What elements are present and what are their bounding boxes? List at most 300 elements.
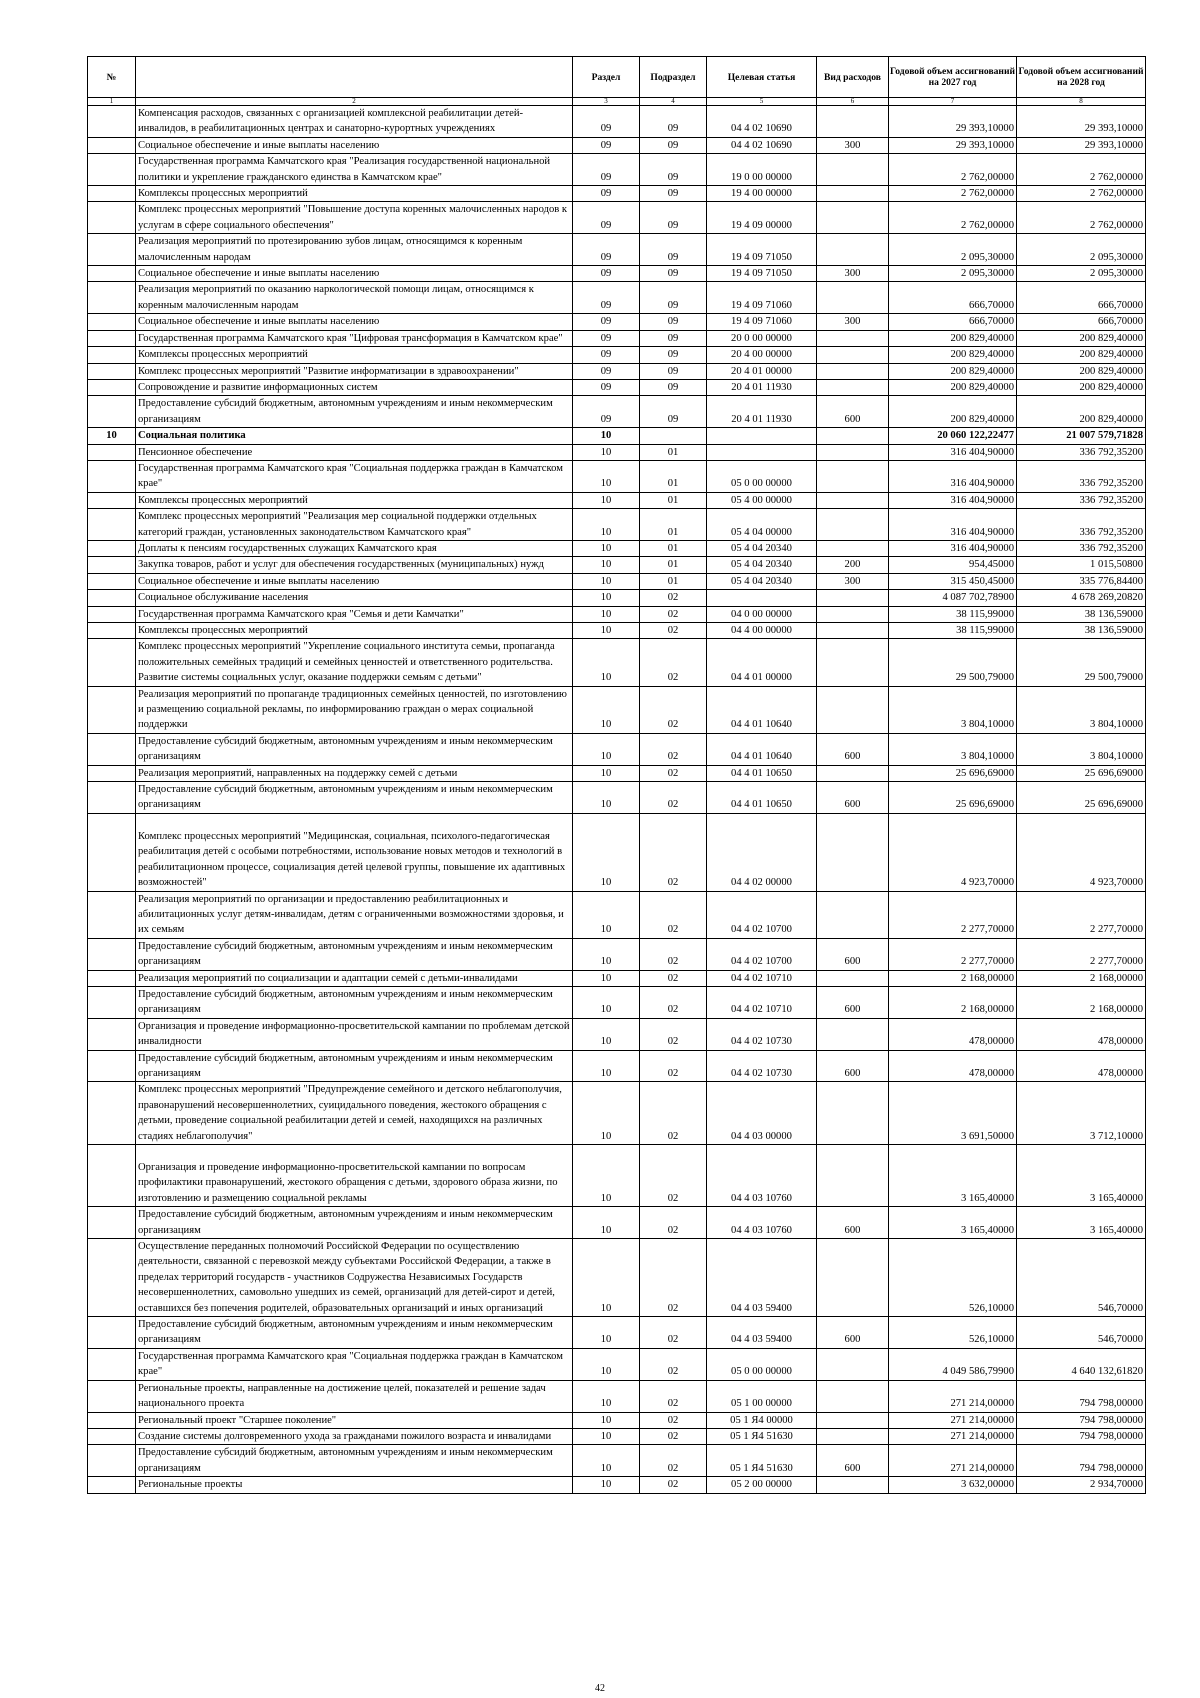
table-row xyxy=(88,1207,1146,1239)
subsection-code: 02 xyxy=(640,1445,707,1477)
subsection-code: 02 xyxy=(640,1082,707,1145)
column-number: 3 xyxy=(573,98,640,106)
item-name: Социальная политика xyxy=(136,428,573,444)
item-name: Реализация мероприятий по оказанию наркологической помощи лицам, относящимся к коренным малочисленным народам xyxy=(136,282,573,314)
item-name: Государственная программа Камчатского края "Социальная поддержка граждан в Камчатском крае" xyxy=(136,1348,573,1380)
subsection-code: 02 xyxy=(640,938,707,970)
subsection-code: 09 xyxy=(640,186,707,202)
table-row xyxy=(88,623,1146,639)
section-code: 09 xyxy=(573,106,640,138)
table-row xyxy=(88,782,1146,814)
subsection-code: 09 xyxy=(640,266,707,282)
item-name: Социальное обслуживание населения xyxy=(136,590,573,606)
header-subsection: Подраздел xyxy=(640,57,707,98)
item-name: Государственная программа Камчатского края "Социальная поддержка граждан в Камчатском крае" xyxy=(136,460,573,492)
target-article: 04 4 03 10760 xyxy=(707,1207,817,1239)
amount-2028: 336 792,35200 xyxy=(1017,492,1146,508)
column-number: 7 xyxy=(889,98,1017,106)
section-code: 10 xyxy=(573,492,640,508)
expense-type xyxy=(817,379,889,395)
amount-2028: 2 277,70000 xyxy=(1017,891,1146,938)
subsection-code: 02 xyxy=(640,606,707,622)
amount-2028: 200 829,40000 xyxy=(1017,396,1146,428)
row-number xyxy=(88,1412,136,1428)
amount-2027: 3 165,40000 xyxy=(889,1145,1017,1207)
section-code: 09 xyxy=(573,363,640,379)
amount-2028: 336 792,35200 xyxy=(1017,444,1146,460)
amount-2028: 2 168,00000 xyxy=(1017,970,1146,986)
subsection-code: 01 xyxy=(640,509,707,541)
amount-2027: 526,10000 xyxy=(889,1239,1017,1317)
subsection-code: 09 xyxy=(640,234,707,266)
row-number xyxy=(88,540,136,556)
item-name: Социальное обеспечение и иные выплаты населению xyxy=(136,314,573,330)
expense-type xyxy=(817,347,889,363)
amount-2028: 335 776,84400 xyxy=(1017,573,1146,589)
expense-type xyxy=(817,509,889,541)
table-row xyxy=(88,765,1146,781)
expense-type: 600 xyxy=(817,733,889,765)
table-row xyxy=(88,590,1146,606)
row-number xyxy=(88,347,136,363)
expense-type xyxy=(817,1145,889,1207)
target-article: 19 4 09 71050 xyxy=(707,234,817,266)
item-name: Предоставление субсидий бюджетным, автономным учреждениям и иным некоммерческим организациям xyxy=(136,782,573,814)
section-code: 10 xyxy=(573,891,640,938)
target-article: 04 4 02 10730 xyxy=(707,1050,817,1082)
amount-2028: 38 136,59000 xyxy=(1017,606,1146,622)
target-article: 04 4 03 00000 xyxy=(707,1082,817,1145)
section-code: 10 xyxy=(573,765,640,781)
item-name: Реализация мероприятий по протезированию зубов лицам, относящимся к коренным малочисленным народам xyxy=(136,234,573,266)
amount-2028: 29 393,10000 xyxy=(1017,137,1146,153)
item-name: Предоставление субсидий бюджетным, автономным учреждениям и иным некоммерческим организациям xyxy=(136,1050,573,1082)
section-code: 10 xyxy=(573,782,640,814)
section-code: 09 xyxy=(573,154,640,186)
amount-2027: 25 696,69000 xyxy=(889,782,1017,814)
subsection-code: 01 xyxy=(640,573,707,589)
item-name: Комплексы процессных мероприятий xyxy=(136,623,573,639)
item-name: Государственная программа Камчатского края "Реализация государственной национальной политики и укрепление гражданского единства в Камчатском крае" xyxy=(136,154,573,186)
expense-type xyxy=(817,444,889,460)
amount-2027: 3 632,00000 xyxy=(889,1477,1017,1493)
item-name: Предоставление субсидий бюджетным, автономным учреждениям и иным некоммерческим организациям xyxy=(136,1317,573,1349)
item-name: Реализация мероприятий по организации и предоставлению реабилитационных и абилитационных услуг детям-инвалидам, детям с ограниченными возможностями здоровья, и их семьям xyxy=(136,891,573,938)
expense-type: 600 xyxy=(817,1445,889,1477)
amount-2027: 200 829,40000 xyxy=(889,347,1017,363)
amount-2028: 29 393,10000 xyxy=(1017,106,1146,138)
row-number xyxy=(88,396,136,428)
target-article xyxy=(707,428,817,444)
amount-2028: 25 696,69000 xyxy=(1017,782,1146,814)
section-code: 10 xyxy=(573,639,640,686)
amount-2027: 2 168,00000 xyxy=(889,970,1017,986)
table-header-row xyxy=(88,57,1146,98)
amount-2027: 316 404,90000 xyxy=(889,509,1017,541)
amount-2027: 954,45000 xyxy=(889,557,1017,573)
expense-type xyxy=(817,891,889,938)
amount-2028: 3 804,10000 xyxy=(1017,686,1146,733)
amount-2027: 200 829,40000 xyxy=(889,363,1017,379)
subsection-code: 02 xyxy=(640,765,707,781)
amount-2028: 29 500,79000 xyxy=(1017,639,1146,686)
amount-2028: 478,00000 xyxy=(1017,1050,1146,1082)
item-name: Реализация мероприятий по социализации и адаптации семей с детьми-инвалидами xyxy=(136,970,573,986)
row-number xyxy=(88,782,136,814)
section-code: 10 xyxy=(573,1412,640,1428)
item-name: Региональный проект "Старшее поколение" xyxy=(136,1412,573,1428)
item-name: Организация и проведение информационно-просветительской кампании по проблемам детской инвалидности xyxy=(136,1018,573,1050)
table-row xyxy=(88,1428,1146,1444)
target-article: 04 4 01 10640 xyxy=(707,733,817,765)
expense-type: 600 xyxy=(817,1050,889,1082)
section-code: 09 xyxy=(573,314,640,330)
item-name: Создание системы долговременного ухода за гражданами пожилого возраста и инвалидами xyxy=(136,1428,573,1444)
section-code: 09 xyxy=(573,202,640,234)
amount-2027: 2 762,00000 xyxy=(889,154,1017,186)
table-row xyxy=(88,639,1146,686)
expense-type xyxy=(817,330,889,346)
row-number xyxy=(88,686,136,733)
amount-2028: 3 804,10000 xyxy=(1017,733,1146,765)
table-row xyxy=(88,1239,1146,1317)
subsection-code: 02 xyxy=(640,639,707,686)
subsection-code: 09 xyxy=(640,202,707,234)
item-name: Региональные проекты xyxy=(136,1477,573,1493)
amount-2027: 200 829,40000 xyxy=(889,379,1017,395)
target-article: 04 4 02 10690 xyxy=(707,137,817,153)
expense-type xyxy=(817,1477,889,1493)
expense-type: 300 xyxy=(817,573,889,589)
row-number xyxy=(88,379,136,395)
section-code: 10 xyxy=(573,540,640,556)
item-name: Комплекс процессных мероприятий "Реализация мер социальной поддержки отдельных категорий граждан, установленных законодательством Камчатского края" xyxy=(136,509,573,541)
item-name: Социальное обеспечение и иные выплаты населению xyxy=(136,573,573,589)
subsection-code: 09 xyxy=(640,363,707,379)
amount-2027: 2 762,00000 xyxy=(889,202,1017,234)
target-article: 04 4 03 59400 xyxy=(707,1317,817,1349)
amount-2027: 20 060 122,22477 xyxy=(889,428,1017,444)
table-row xyxy=(88,444,1146,460)
target-article: 05 4 00 00000 xyxy=(707,492,817,508)
section-code: 09 xyxy=(573,347,640,363)
table-row xyxy=(88,733,1146,765)
expense-type xyxy=(817,202,889,234)
row-number xyxy=(88,1445,136,1477)
target-article: 19 4 00 00000 xyxy=(707,186,817,202)
target-article: 04 4 01 00000 xyxy=(707,639,817,686)
table-row xyxy=(88,540,1146,556)
amount-2027: 2 277,70000 xyxy=(889,891,1017,938)
amount-2028: 794 798,00000 xyxy=(1017,1428,1146,1444)
section-code: 10 xyxy=(573,606,640,622)
subsection-code: 09 xyxy=(640,154,707,186)
target-article: 04 4 02 10700 xyxy=(707,938,817,970)
amount-2027: 271 214,00000 xyxy=(889,1445,1017,1477)
table-row xyxy=(88,314,1146,330)
section-code: 10 xyxy=(573,623,640,639)
row-number xyxy=(88,1239,136,1317)
table-row xyxy=(88,686,1146,733)
spacer xyxy=(138,814,570,829)
expense-type xyxy=(817,540,889,556)
amount-2027: 316 404,90000 xyxy=(889,444,1017,460)
amount-2027: 200 829,40000 xyxy=(889,396,1017,428)
table-row xyxy=(88,186,1146,202)
amount-2027: 25 696,69000 xyxy=(889,765,1017,781)
row-number xyxy=(88,623,136,639)
section-code: 10 xyxy=(573,686,640,733)
target-article: 04 4 02 10710 xyxy=(707,986,817,1018)
table-row xyxy=(88,1348,1146,1380)
item-name: Государственная программа Камчатского края "Семья и дети Камчатки" xyxy=(136,606,573,622)
expense-type xyxy=(817,234,889,266)
amount-2027: 38 115,99000 xyxy=(889,623,1017,639)
expense-type xyxy=(817,813,889,891)
row-number xyxy=(88,1145,136,1207)
subsection-code: 09 xyxy=(640,137,707,153)
column-number: 4 xyxy=(640,98,707,106)
expense-type xyxy=(817,1412,889,1428)
row-number xyxy=(88,557,136,573)
table-row xyxy=(88,266,1146,282)
amount-2028: 4 923,70000 xyxy=(1017,813,1146,891)
amount-2028: 200 829,40000 xyxy=(1017,363,1146,379)
section-code: 09 xyxy=(573,137,640,153)
table-row xyxy=(88,428,1146,444)
row-number xyxy=(88,444,136,460)
table-row xyxy=(88,282,1146,314)
item-name: Комплекс процессных мероприятий "Повышение доступа коренных малочисленных народов к услугам в сфере социального обеспечения" xyxy=(136,202,573,234)
section-code: 10 xyxy=(573,1018,640,1050)
subsection-code: 09 xyxy=(640,330,707,346)
item-name: Предоставление субсидий бюджетным, автономным учреждениям и иным некоммерческим организациям xyxy=(136,1445,573,1477)
header-section: Раздел xyxy=(573,57,640,98)
section-code: 10 xyxy=(573,509,640,541)
target-article: 04 4 03 10760 xyxy=(707,1145,817,1207)
amount-2027: 2 762,00000 xyxy=(889,186,1017,202)
subsection-code: 02 xyxy=(640,1207,707,1239)
table-row xyxy=(88,330,1146,346)
row-number xyxy=(88,492,136,508)
subsection-code: 02 xyxy=(640,733,707,765)
subsection-code: 09 xyxy=(640,347,707,363)
table-row xyxy=(88,379,1146,395)
amount-2028: 4 678 269,20820 xyxy=(1017,590,1146,606)
section-code: 10 xyxy=(573,1239,640,1317)
amount-2028: 2 762,00000 xyxy=(1017,202,1146,234)
target-article: 04 4 01 10650 xyxy=(707,782,817,814)
expense-type: 600 xyxy=(817,986,889,1018)
amount-2028: 666,70000 xyxy=(1017,314,1146,330)
amount-2027: 2 095,30000 xyxy=(889,234,1017,266)
expense-type xyxy=(817,686,889,733)
subsection-code: 01 xyxy=(640,460,707,492)
item-name: Комплексы процессных мероприятий xyxy=(136,347,573,363)
header-num: № xyxy=(88,57,136,98)
section-code: 10 xyxy=(573,573,640,589)
amount-2028: 336 792,35200 xyxy=(1017,540,1146,556)
subsection-code: 02 xyxy=(640,1412,707,1428)
row-number xyxy=(88,460,136,492)
item-name: Социальное обеспечение и иные выплаты населению xyxy=(136,137,573,153)
section-code: 10 xyxy=(573,1348,640,1380)
table-row xyxy=(88,986,1146,1018)
amount-2027: 4 087 702,78900 xyxy=(889,590,1017,606)
amount-2027: 2 168,00000 xyxy=(889,986,1017,1018)
item-name: Социальное обеспечение и иные выплаты населению xyxy=(136,266,573,282)
section-code: 09 xyxy=(573,396,640,428)
amount-2027: 29 393,10000 xyxy=(889,137,1017,153)
header-amount-2027: Годовой объем ассигнований на 2027 год xyxy=(889,57,1017,98)
section-code: 10 xyxy=(573,1050,640,1082)
expense-type xyxy=(817,1348,889,1380)
header-amount-2028: Годовой объем ассигнований на 2028 год xyxy=(1017,57,1146,98)
header-target: Целевая статья xyxy=(707,57,817,98)
target-article: 04 4 02 10690 xyxy=(707,106,817,138)
amount-2028: 794 798,00000 xyxy=(1017,1445,1146,1477)
column-number: 6 xyxy=(817,98,889,106)
subsection-code: 02 xyxy=(640,686,707,733)
table-row xyxy=(88,1145,1146,1207)
item-name: Предоставление субсидий бюджетным, автономным учреждениям и иным некоммерческим организациям xyxy=(136,1207,573,1239)
table-row xyxy=(88,938,1146,970)
row-number xyxy=(88,986,136,1018)
section-code: 10 xyxy=(573,986,640,1018)
budget-table xyxy=(87,56,1146,1494)
amount-2027: 200 829,40000 xyxy=(889,330,1017,346)
subsection-code: 09 xyxy=(640,282,707,314)
expense-type xyxy=(817,1239,889,1317)
target-article: 20 0 00 00000 xyxy=(707,330,817,346)
amount-2028: 3 712,10000 xyxy=(1017,1082,1146,1145)
row-number xyxy=(88,1380,136,1412)
section-code: 09 xyxy=(573,282,640,314)
subsection-code: 01 xyxy=(640,540,707,556)
amount-2028: 4 640 132,61820 xyxy=(1017,1348,1146,1380)
subsection-code: 09 xyxy=(640,379,707,395)
table-row xyxy=(88,363,1146,379)
expense-type: 600 xyxy=(817,782,889,814)
target-article: 19 4 09 00000 xyxy=(707,202,817,234)
amount-2027: 29 393,10000 xyxy=(889,106,1017,138)
amount-2028: 2 762,00000 xyxy=(1017,186,1146,202)
expense-type xyxy=(817,623,889,639)
amount-2027: 3 165,40000 xyxy=(889,1207,1017,1239)
subsection-code: 09 xyxy=(640,106,707,138)
subsection-code: 01 xyxy=(640,444,707,460)
table-row xyxy=(88,202,1146,234)
subsection-code: 02 xyxy=(640,1317,707,1349)
amount-2027: 526,10000 xyxy=(889,1317,1017,1349)
column-number-row xyxy=(88,98,1146,106)
item-name: Комплексы процессных мероприятий xyxy=(136,186,573,202)
target-article: 04 4 02 10710 xyxy=(707,970,817,986)
table-row xyxy=(88,460,1146,492)
target-article: 05 1 Я4 51630 xyxy=(707,1428,817,1444)
target-article: 05 1 Я4 51630 xyxy=(707,1445,817,1477)
target-article: 05 1 Я4 00000 xyxy=(707,1412,817,1428)
table-row xyxy=(88,347,1146,363)
target-article xyxy=(707,444,817,460)
row-number xyxy=(88,606,136,622)
subsection-code: 02 xyxy=(640,590,707,606)
table-row xyxy=(88,234,1146,266)
row-number xyxy=(88,137,136,153)
expense-type xyxy=(817,1018,889,1050)
target-article: 20 4 01 00000 xyxy=(707,363,817,379)
row-number xyxy=(88,1082,136,1145)
item-name: Комплекс процессных мероприятий "Предупреждение семейного и детского неблагополучия, правонарушений несовершеннолетних, суицидального поведения, жестокого обращения с детьми, проведение социальной реабилитации детей и семей, находящихся на различных стадиях неблагополучия" xyxy=(136,1082,573,1145)
row-number xyxy=(88,1050,136,1082)
amount-2027: 271 214,00000 xyxy=(889,1380,1017,1412)
row-number xyxy=(88,314,136,330)
table-body xyxy=(88,106,1146,1494)
amount-2028: 25 696,69000 xyxy=(1017,765,1146,781)
section-code: 10 xyxy=(573,1207,640,1239)
amount-2028: 546,70000 xyxy=(1017,1317,1146,1349)
section-code: 10 xyxy=(573,557,640,573)
item-name: Комплекс процессных мероприятий "Развитие информатизации в здравоохранении" xyxy=(136,363,573,379)
section-code: 10 xyxy=(573,733,640,765)
amount-2028: 336 792,35200 xyxy=(1017,460,1146,492)
item-name: Компенсация расходов, связанных с организацией комплексной реабилитации детей-инвалидов, в реабилитационных центрах и санаторно-курортных учреждениях xyxy=(136,106,573,138)
item-name: Комплексы процессных мероприятий xyxy=(136,492,573,508)
expense-type xyxy=(817,1082,889,1145)
amount-2027: 3 691,50000 xyxy=(889,1082,1017,1145)
expense-type xyxy=(817,154,889,186)
section-code: 10 xyxy=(573,460,640,492)
row-number xyxy=(88,282,136,314)
subsection-code: 02 xyxy=(640,1018,707,1050)
target-article: 05 0 00 00000 xyxy=(707,460,817,492)
amount-2028: 666,70000 xyxy=(1017,282,1146,314)
item-name xyxy=(136,813,573,891)
expense-type: 600 xyxy=(817,396,889,428)
amount-2028: 200 829,40000 xyxy=(1017,330,1146,346)
target-article: 05 0 00 00000 xyxy=(707,1348,817,1380)
section-code: 10 xyxy=(573,428,640,444)
table-row xyxy=(88,1412,1146,1428)
table-row xyxy=(88,557,1146,573)
row-number xyxy=(88,1477,136,1493)
amount-2028: 2 095,30000 xyxy=(1017,266,1146,282)
row-number xyxy=(88,186,136,202)
expense-type: 300 xyxy=(817,137,889,153)
table-row xyxy=(88,509,1146,541)
table-row xyxy=(88,106,1146,138)
row-number xyxy=(88,1428,136,1444)
amount-2028: 2 934,70000 xyxy=(1017,1477,1146,1493)
item-name: Предоставление субсидий бюджетным, автономным учреждениям и иным некоммерческим организациям xyxy=(136,986,573,1018)
expense-type: 300 xyxy=(817,266,889,282)
item-name: Предоставление субсидий бюджетным, автономным учреждениям и иным некоммерческим организациям xyxy=(136,733,573,765)
subsection-code: 02 xyxy=(640,1145,707,1207)
item-name: Осуществление переданных полномочий Российской Федерации по осуществлению деятельности, связанной с перевозкой между субъектами Российской Федерации, а также в пределах территорий государств - участников Содружества Независимых Государств несовершеннолетних, самовольно ушедших из семей, организаций для детей-сирот и детей, оставшихся без попечения родителей, образовательных организаций и иных организаций xyxy=(136,1239,573,1317)
amount-2027: 4 049 586,79900 xyxy=(889,1348,1017,1380)
row-number xyxy=(88,1018,136,1050)
amount-2028: 546,70000 xyxy=(1017,1239,1146,1317)
target-article: 05 4 04 20340 xyxy=(707,557,817,573)
amount-2027: 478,00000 xyxy=(889,1018,1017,1050)
page-number: 42 xyxy=(595,1683,605,1694)
section-code: 10 xyxy=(573,813,640,891)
amount-2027: 271 214,00000 xyxy=(889,1428,1017,1444)
amount-2028: 794 798,00000 xyxy=(1017,1412,1146,1428)
table-row xyxy=(88,1018,1146,1050)
column-number: 5 xyxy=(707,98,817,106)
expense-type xyxy=(817,1428,889,1444)
